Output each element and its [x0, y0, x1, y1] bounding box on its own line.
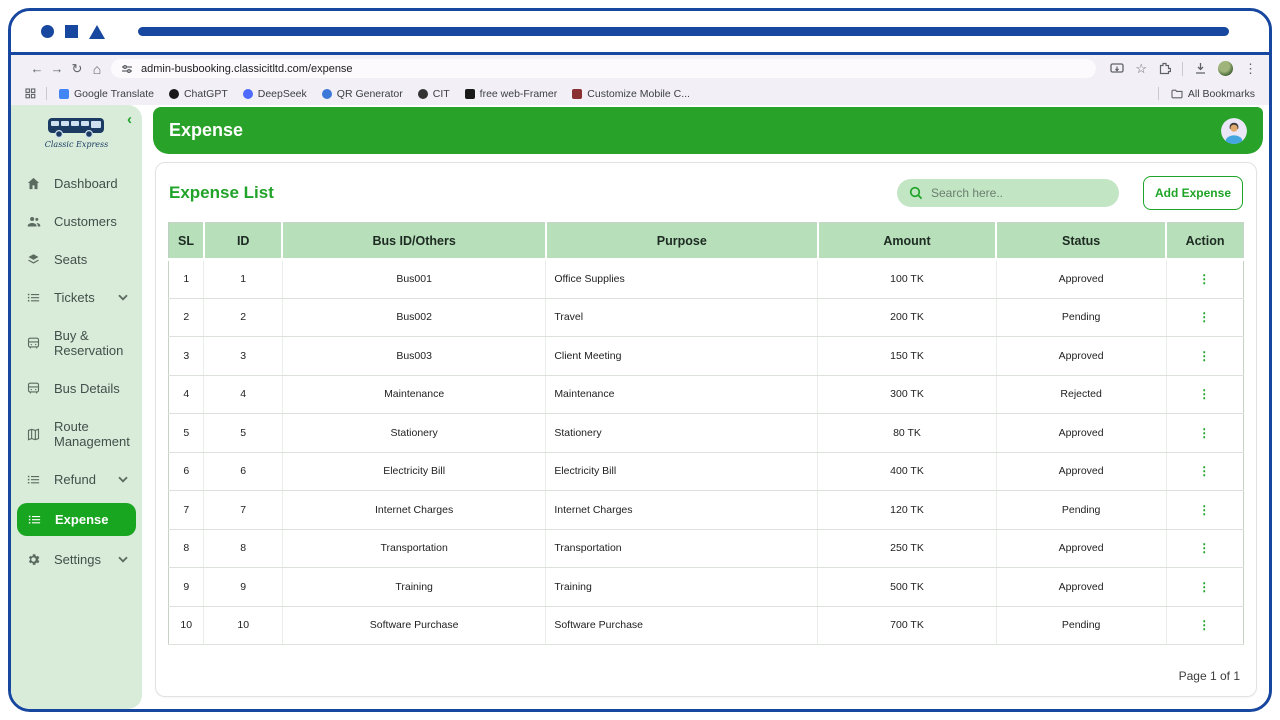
cell-bus: Bus003	[282, 337, 545, 376]
cell-bus: Transportation	[282, 529, 545, 568]
cell-purpose: Maintenance	[546, 375, 818, 414]
cell-action	[1166, 337, 1243, 376]
page-header	[153, 107, 1263, 154]
layers-icon	[26, 252, 42, 267]
cell-bus: Training	[282, 568, 545, 607]
pagination-label: Page 1 of 1	[1178, 669, 1240, 683]
folder-icon	[1171, 89, 1183, 99]
col-sl: SL	[169, 223, 204, 260]
section-title: Expense List	[169, 183, 274, 202]
row-actions-icon[interactable]: ⋮	[1198, 618, 1212, 633]
cell-amount: 120 TK	[818, 491, 996, 530]
col-bus: Bus ID/Others	[282, 223, 545, 260]
cell-bus: Software Purchase	[282, 606, 545, 645]
cell-action	[1166, 606, 1243, 645]
cell-id: 10	[204, 606, 282, 645]
google-translate-icon	[59, 89, 69, 99]
sidebar-item-route-management[interactable]: Route Management	[11, 412, 142, 456]
cell-bus: Bus002	[282, 298, 545, 337]
cell-amount: 300 TK	[818, 375, 996, 414]
bookmarks-bar	[11, 82, 1269, 105]
send-to-device-icon[interactable]	[1110, 63, 1124, 75]
search-icon	[909, 186, 923, 200]
square-shape-icon	[65, 25, 78, 38]
cell-sl: 4	[169, 375, 204, 414]
cell-amount: 200 TK	[818, 298, 996, 337]
cell-amount: 700 TK	[818, 606, 996, 645]
table-row	[169, 414, 1244, 453]
main-content	[142, 105, 1269, 709]
cell-purpose: Internet Charges	[546, 491, 818, 530]
table-row	[169, 298, 1244, 337]
cell-id: 5	[204, 414, 282, 453]
row-actions-icon[interactable]: ⋮	[1198, 387, 1212, 402]
cell-sl: 2	[169, 298, 204, 337]
users-icon	[26, 214, 42, 229]
cell-action	[1166, 452, 1243, 491]
cell-id: 9	[204, 568, 282, 607]
chevron-down-icon[interactable]	[118, 476, 128, 483]
apps-grid-icon[interactable]	[25, 88, 36, 99]
reload-icon[interactable]: ↻	[71, 60, 83, 76]
cell-sl: 9	[169, 568, 204, 607]
row-actions-icon[interactable]: ⋮	[1198, 541, 1212, 556]
cell-amount: 500 TK	[818, 568, 996, 607]
home-icon	[26, 176, 42, 191]
cell-purpose: Software Purchase	[546, 606, 818, 645]
cell-id: 3	[204, 337, 282, 376]
cell-status: Pending	[996, 298, 1166, 337]
window-titlebar	[11, 11, 1269, 55]
url-text[interactable]: admin-busbooking.classicitltd.com/expense	[141, 62, 353, 75]
cell-amount: 80 TK	[818, 414, 996, 453]
cit-globe-icon	[418, 89, 428, 99]
col-amount: Amount	[818, 223, 996, 260]
brand-name: Classic Express	[44, 140, 109, 149]
cell-status: Approved	[996, 260, 1166, 299]
back-icon[interactable]: ←	[30, 61, 44, 76]
cell-bus: Maintenance	[282, 375, 545, 414]
cell-action	[1166, 529, 1243, 568]
address-bar[interactable]	[111, 59, 1096, 78]
cell-id: 1	[204, 260, 282, 299]
row-actions-icon[interactable]: ⋮	[1198, 502, 1212, 517]
table-header-row	[169, 223, 1244, 260]
cell-status: Pending	[996, 491, 1166, 530]
cell-sl: 8	[169, 529, 204, 568]
sidebar-item-bus-details[interactable]: Bus Details	[11, 374, 142, 403]
all-bookmarks-button[interactable]: All Bookmarks	[1171, 88, 1255, 100]
row-actions-icon[interactable]: ⋮	[1198, 579, 1212, 594]
search-input[interactable]	[931, 186, 1107, 200]
browser-profile-avatar[interactable]	[1218, 61, 1233, 76]
user-avatar[interactable]	[1221, 118, 1247, 144]
table-row	[169, 606, 1244, 645]
chatgpt-icon	[169, 89, 179, 99]
cell-sl: 3	[169, 337, 204, 376]
list-icon	[26, 472, 42, 487]
table-row	[169, 375, 1244, 414]
cell-status: Pending	[996, 606, 1166, 645]
cell-sl: 10	[169, 606, 204, 645]
cell-status: Approved	[996, 452, 1166, 491]
framer-icon	[465, 89, 475, 99]
cell-purpose: Travel	[546, 298, 818, 337]
col-purpose: Purpose	[546, 223, 818, 260]
table-row	[169, 529, 1244, 568]
bus-icon	[26, 336, 42, 351]
cell-action	[1166, 491, 1243, 530]
cell-action	[1166, 375, 1243, 414]
home-nav-icon[interactable]: ⌂	[92, 60, 102, 77]
brand-logo	[45, 115, 108, 149]
browser-menu-icon[interactable]: ⋮	[1244, 60, 1257, 76]
chevron-down-icon[interactable]	[118, 294, 128, 301]
sidebar-item-settings[interactable]: Settings	[11, 545, 142, 574]
table-row	[169, 452, 1244, 491]
cell-bus: Stationery	[282, 414, 545, 453]
cell-status: Approved	[996, 414, 1166, 453]
col-id: ID	[204, 223, 282, 260]
add-expense-button[interactable]: Add Expense	[1143, 176, 1243, 210]
sidebar-item-refund[interactable]: Refund	[11, 465, 142, 494]
circle-shape-icon	[41, 25, 54, 38]
cell-bus: Electricity Bill	[282, 452, 545, 491]
cell-id: 6	[204, 452, 282, 491]
map-icon	[26, 427, 42, 442]
app-window	[8, 8, 1272, 712]
cell-action	[1166, 260, 1243, 299]
row-actions-icon[interactable]: ⋮	[1198, 348, 1212, 363]
bookmarks-divider	[46, 87, 47, 100]
expense-table	[168, 222, 1244, 645]
bookmark-chatgpt[interactable]: ChatGPT	[169, 88, 228, 100]
row-actions-icon[interactable]: ⋮	[1198, 425, 1212, 440]
cell-action	[1166, 298, 1243, 337]
card-toolbar	[156, 163, 1256, 220]
cell-purpose: Stationery	[546, 414, 818, 453]
bookmark-cit[interactable]: CIT	[418, 88, 450, 100]
list-icon	[27, 512, 43, 527]
sidebar-item-seats[interactable]: Seats	[11, 245, 142, 274]
row-actions-icon[interactable]: ⋮	[1198, 464, 1212, 479]
table-row	[169, 260, 1244, 299]
site-settings-icon[interactable]	[121, 63, 133, 75]
deepseek-icon	[243, 89, 253, 99]
cell-id: 2	[204, 298, 282, 337]
cell-status: Approved	[996, 568, 1166, 607]
extensions-icon[interactable]	[1158, 62, 1171, 75]
sidebar-item-dashboard[interactable]: Dashboard	[11, 169, 142, 198]
sidebar-item-customers[interactable]: Customers	[11, 207, 142, 236]
cell-bus: Bus001	[282, 260, 545, 299]
browser-toolbar	[11, 55, 1269, 82]
bus-icon	[26, 381, 42, 396]
sidebar	[11, 105, 142, 709]
cell-sl: 7	[169, 491, 204, 530]
cell-purpose: Client Meeting	[546, 337, 818, 376]
list-icon	[26, 290, 42, 305]
bookmark-qr-generator[interactable]: QR Generator	[322, 88, 403, 100]
bookmarks-right-divider	[1158, 87, 1159, 100]
expense-table-body	[169, 260, 1244, 645]
titlebar-pill	[138, 27, 1229, 36]
cell-action	[1166, 568, 1243, 607]
table-row	[169, 337, 1244, 376]
customize-mobile-icon	[572, 89, 582, 99]
cell-amount: 250 TK	[818, 529, 996, 568]
cell-action	[1166, 414, 1243, 453]
col-action: Action	[1166, 223, 1243, 260]
expense-card	[155, 162, 1257, 697]
row-actions-icon[interactable]: ⋮	[1198, 272, 1212, 287]
cell-purpose: Training	[546, 568, 818, 607]
table-row	[169, 568, 1244, 607]
cell-sl: 6	[169, 452, 204, 491]
gear-icon	[26, 552, 42, 567]
cell-status: Approved	[996, 337, 1166, 376]
bookmark-star-icon[interactable]: ☆	[1135, 60, 1147, 76]
page-title: Expense	[169, 120, 244, 140]
cell-status: Rejected	[996, 375, 1166, 414]
downloads-icon[interactable]	[1194, 62, 1207, 75]
cell-purpose: Electricity Bill	[546, 452, 818, 491]
search-box[interactable]	[897, 179, 1119, 207]
cell-sl: 5	[169, 414, 204, 453]
forward-icon[interactable]: →	[50, 61, 64, 76]
bookmark-free-web-framer[interactable]: free web-Framer	[465, 88, 558, 100]
bookmark-deepseek[interactable]: DeepSeek	[243, 88, 307, 100]
sidebar-item-buy-reservation[interactable]: Buy & Reservation	[11, 321, 142, 365]
sidebar-item-tickets[interactable]: Tickets	[11, 283, 142, 312]
qr-generator-icon	[322, 89, 332, 99]
cell-amount: 400 TK	[818, 452, 996, 491]
cell-id: 4	[204, 375, 282, 414]
table-row	[169, 491, 1244, 530]
bookmark-google-translate[interactable]: Google Translate	[59, 88, 154, 100]
cell-amount: 100 TK	[818, 260, 996, 299]
col-status: Status	[996, 223, 1166, 260]
cell-sl: 1	[169, 260, 204, 299]
toolbar-divider	[1182, 62, 1183, 76]
row-actions-icon[interactable]: ⋮	[1198, 310, 1212, 325]
cell-purpose: Transportation	[546, 529, 818, 568]
triangle-shape-icon	[89, 25, 105, 39]
sidebar-nav	[11, 169, 142, 709]
cell-id: 8	[204, 529, 282, 568]
bookmark-customize-mobile[interactable]: Customize Mobile C...	[572, 88, 690, 100]
sidebar-collapse-icon[interactable]: ‹	[127, 111, 132, 128]
sidebar-item-expense[interactable]: Expense	[17, 503, 136, 536]
cell-id: 7	[204, 491, 282, 530]
cell-purpose: Office Supplies	[546, 260, 818, 299]
bus-logo-icon	[45, 115, 107, 141]
chevron-down-icon[interactable]	[118, 556, 128, 563]
cell-status: Approved	[996, 529, 1166, 568]
cell-bus: Internet Charges	[282, 491, 545, 530]
cell-amount: 150 TK	[818, 337, 996, 376]
